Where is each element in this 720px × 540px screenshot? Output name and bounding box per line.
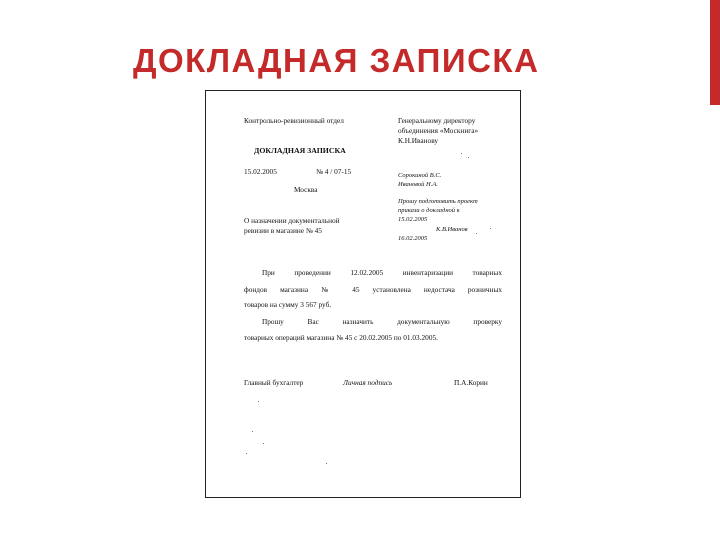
document-title: ДОКЛАДНАЯ ЗАПИСКА [254,146,346,155]
scan-speck [461,153,462,154]
subject-line: О назначении документальной [244,216,340,225]
addressee-line: объединения «Москнига» [398,126,479,135]
resolution-line: Ивановой Н.А. [398,181,438,188]
scan-speck [326,463,327,464]
resolution-line: Сорокиной В.С. [398,172,442,179]
body-line: товаров на сумму 3 567 руб. [244,300,332,309]
body-line: При проведении 12.02.2005 инвентаризации товарных [262,268,502,277]
scan-speck [263,443,264,444]
signature-name: П.А.Корин [454,378,488,387]
slide-title: ДОКЛАДНАЯ ЗАПИСКА [133,42,540,79]
signature-position: Главный бухгалтер [244,378,304,387]
accent-bar [710,0,720,105]
scan-speck [468,157,469,158]
resolution-date: 16.02.2005 [398,235,428,242]
resolution-line: Прошу подготовить проект [398,198,478,205]
scan-speck [476,233,477,234]
document-date: 15.02.2005 [244,167,277,176]
scan-speck [490,228,491,229]
resolution-line: приказа о докладной к [398,207,460,214]
body-line: товарных операций магазина № 45 с 20.02.2005 по 01.03.2005. [244,333,438,342]
addressee-line: К.Н.Иванову [398,136,439,145]
body-line: Прошу Вас назначить документальную проверку [262,317,502,326]
department: Контрольно-ревизионный отдел [244,116,344,125]
document-scan [205,90,521,498]
scan-speck [252,431,253,432]
scan-speck [258,401,259,402]
scan-speck [246,453,247,454]
resolution-signature: К.В.Иванов [436,226,468,233]
signature-mark: Личная подпись [343,378,393,387]
addressee-line: Генеральному директору [398,116,476,125]
resolution-line: 15.02.2005 [398,216,428,223]
subject-line: ревизии в магазине № 45 [244,226,322,235]
document-number: № 4 / 07-15 [316,167,352,176]
document-city: Москва [294,185,318,194]
body-line: фондов магазина № 45 установлена недостача розничных [244,285,502,294]
